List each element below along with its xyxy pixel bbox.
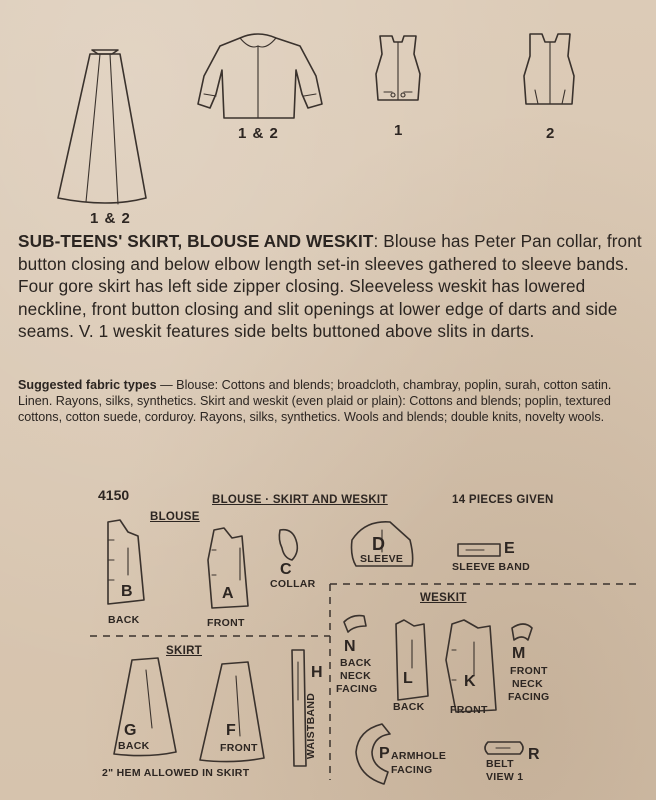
piece-d-label: SLEEVE — [360, 553, 404, 565]
piece-g-letter: G — [124, 722, 137, 739]
piece-h-outline — [292, 650, 306, 766]
piece-k-letter: K — [464, 673, 476, 690]
piece-k-outline — [446, 620, 496, 712]
piece-m-label-1: FRONT — [510, 665, 548, 677]
piece-b-label: BACK — [108, 614, 140, 626]
piece-r-letter: R — [528, 746, 540, 763]
piece-k-label: FRONT — [450, 704, 488, 716]
hem-note: 2" HEM ALLOWED IN SKIRT — [102, 767, 250, 779]
piece-c-outline — [279, 530, 297, 560]
fabric-heading: Suggested fabric types — [18, 378, 157, 392]
piece-n-label-1: BACK — [340, 657, 372, 669]
piece-l-outline — [396, 620, 428, 700]
pattern-number: 4150 — [98, 487, 130, 503]
piece-p-label-2: FACING — [391, 764, 433, 776]
weskit-view-1-drawing — [376, 36, 420, 100]
piece-f-letter: F — [226, 722, 236, 739]
piece-f-label: FRONT — [220, 742, 258, 754]
weskit-view-2-label: 2 — [546, 125, 556, 142]
piece-c-letter: C — [280, 561, 292, 578]
piece-l-letter: L — [403, 670, 413, 687]
piece-r-outline — [485, 742, 523, 754]
piece-m-letter: M — [512, 645, 526, 662]
piece-b-letter: B — [121, 583, 133, 600]
piece-e-outline — [458, 544, 500, 556]
piece-p-label-1: ARMHOLE — [391, 750, 447, 762]
piece-a-letter: A — [222, 585, 234, 602]
piece-n-label-3: FACING — [336, 683, 378, 695]
piece-l-label: BACK — [393, 701, 425, 713]
blouse-view-label: 1 & 2 — [238, 125, 279, 142]
weskit-view-1-label: 1 — [394, 122, 404, 139]
section-skirt: SKIRT — [166, 645, 202, 657]
piece-r-label-2: VIEW 1 — [486, 771, 524, 783]
blouse-flat-drawing — [198, 34, 322, 118]
piece-h-label: WAISTBAND — [305, 692, 318, 760]
piece-e-label: SLEEVE BAND — [452, 561, 530, 573]
fabric-suggestions — [18, 377, 646, 426]
piece-m-label-2: NECK — [512, 678, 543, 690]
skirt-flat-drawing — [58, 50, 146, 204]
garment-description — [18, 230, 646, 343]
piece-c-label: COLLAR — [270, 578, 316, 590]
weskit-view-2-drawing — [524, 34, 574, 104]
skirt-view-label: 1 & 2 — [90, 210, 131, 227]
piece-h-letter: H — [311, 664, 323, 681]
piece-r-label-1: BELT — [486, 758, 514, 770]
piece-e-letter: E — [504, 540, 515, 557]
piece-m-label-3: FACING — [508, 691, 550, 703]
layout-title: BLOUSE · SKIRT AND WESKIT — [212, 494, 388, 506]
piece-n-outline — [344, 616, 366, 632]
description-heading: SUB-TEENS' SKIRT, BLOUSE AND WESKIT — [18, 231, 374, 251]
piece-n-letter: N — [344, 638, 356, 655]
piece-d-letter: D — [372, 534, 385, 554]
section-weskit: WESKIT — [420, 592, 467, 604]
piece-a-label: FRONT — [207, 617, 245, 629]
piece-n-label-2: NECK — [340, 670, 371, 682]
section-blouse: BLOUSE — [150, 511, 200, 523]
piece-m-outline — [512, 624, 532, 640]
piece-g-label: BACK — [118, 740, 150, 752]
pieces-given: 14 PIECES GIVEN — [452, 494, 554, 506]
piece-p-letter: P — [379, 745, 390, 762]
description-body: : Blouse has Peter Pan collar, front button closing and below elbow length set-in sleeves gathered to sleeve bands. Four gore skirt has left side zipper closing. Sleeveless weskit has lowered neckline, front button closing and slit openings at lower edge of darts and side seams. V. 1 weskit features side belts buttoned above slits in darts. — [18, 231, 642, 341]
fabric-body: — Blouse: Cottons and blends; broadcloth, chambray, poplin, surah, cotton satin. Linen. Rayons, silks, synthetics. Skirt and weskit (even plaid or plain): Cottons and blends; poplin, textured cottons, cotton suede, corduroy. Rayons, silks, synthetics. Wools and blends; double knits, novelty wools. — [18, 378, 612, 425]
